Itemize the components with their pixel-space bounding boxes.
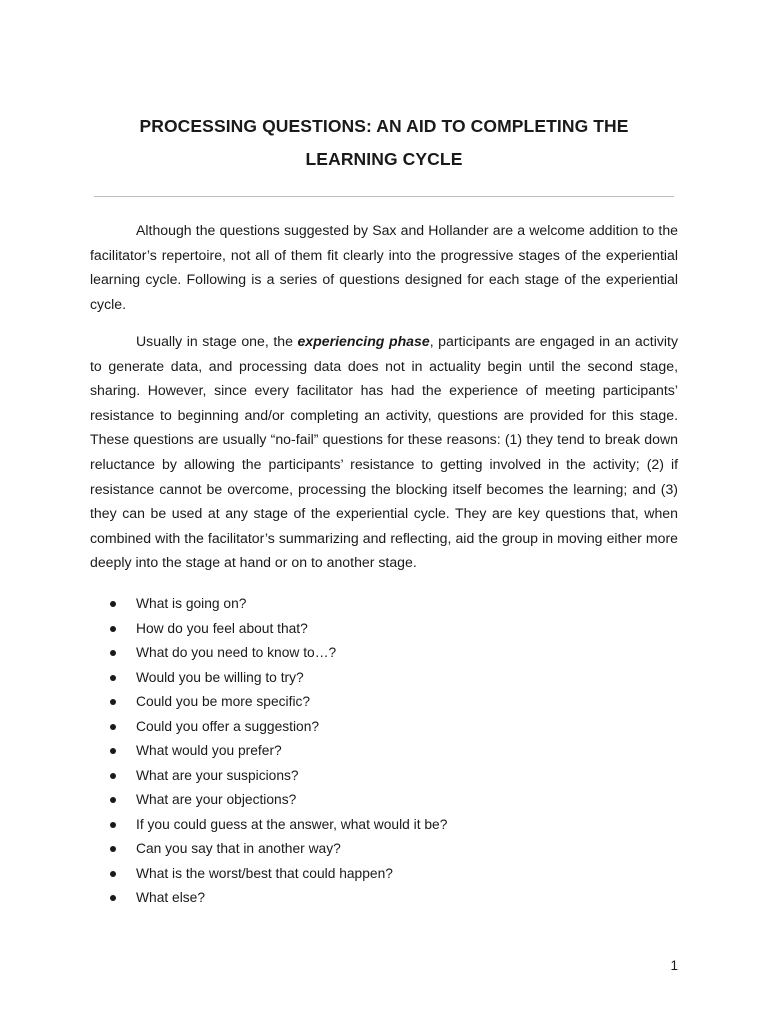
title-line-2: LEARNING CYCLE (305, 149, 463, 169)
list-item (90, 739, 678, 764)
list-item (90, 886, 678, 911)
bullet-icon (110, 895, 116, 901)
bullet-icon (110, 846, 116, 852)
list-item (90, 641, 678, 666)
bullet-icon (110, 871, 116, 877)
bullet-icon (110, 797, 116, 803)
question-text: Could you be more specific? (136, 694, 311, 709)
bullet-icon (110, 626, 116, 632)
page-number: 1 (670, 958, 678, 973)
list-item (90, 592, 678, 617)
list-item (90, 617, 678, 642)
bullet-icon (110, 650, 116, 656)
question-text: What is going on? (136, 596, 247, 611)
question-text: What do you need to know to…? (136, 645, 337, 660)
question-text: What else? (136, 890, 206, 905)
list-item (90, 813, 678, 838)
list-item (90, 837, 678, 862)
question-text: What is the worst/best that could happen? (136, 865, 393, 881)
question-text: What are your objections? (136, 792, 297, 807)
question-text: What are your suspicions? (136, 767, 299, 783)
title-line-1: PROCESSING QUESTIONS: AN AID TO COMPLETING THE (139, 116, 629, 136)
list-item (90, 715, 678, 740)
bullet-icon (110, 748, 116, 754)
question-text: If you could guess at the answer, what would it be? (136, 816, 448, 832)
question-text: Would you be willing to try? (136, 669, 304, 685)
list-item (90, 666, 678, 691)
list-item (90, 862, 678, 887)
list-item (90, 764, 678, 789)
bullet-icon (110, 601, 116, 607)
bullet-icon (110, 675, 116, 681)
paragraph2-lead: Usually in stage one, the (136, 333, 298, 349)
bullet-icon (110, 822, 116, 828)
bullet-icon (110, 699, 116, 705)
question-text: Can you say that in another way? (136, 841, 341, 856)
question-list (90, 592, 678, 911)
question-text: What would you prefer? (136, 743, 282, 758)
list-item (90, 690, 678, 715)
bullet-icon (110, 724, 116, 730)
experiencing-phase-term: experiencing phase (297, 333, 430, 349)
intro-paragraph: Although the questions suggested by Sax and Hollander are a welcome addition to the facilitator’s repertoire, not all of them fit clearly into the progressive stages of the experiential learning cycle. Following is a series of questions designed for each stage of the experiential cycle. (90, 222, 678, 312)
title-divider (94, 196, 674, 197)
experiencing-phase-paragraph (90, 329, 678, 575)
paragraph2-rest: , participants are engaged in an activity to generate data, and processing data does not in actuality begin until the second stage, sharing. However, since every facilitator has had the experience of meeting participants’ resistance to beginning and/or completing an activity, questions are provided for this stage. These questions are usually “no-fail” questions for these reasons: (1) they tend to break down reluctance by allowing the participants’ resistance to getting involved in the activity; (2) if resistance cannot be overcome, processing the blocking itself becomes the learning; and (3) they can be used at any stage of the experiential cycle. They are key questions that, when combined with the facilitator’s summarizing and reflecting, aid the group in moving either more deeply into the stage at hand or on to another stage. (90, 333, 678, 571)
question-text: How do you feel about that? (136, 620, 308, 636)
question-text: Could you offer a suggestion? (136, 718, 320, 734)
bullet-icon (110, 773, 116, 779)
list-item (90, 788, 678, 813)
page-title (90, 110, 678, 176)
